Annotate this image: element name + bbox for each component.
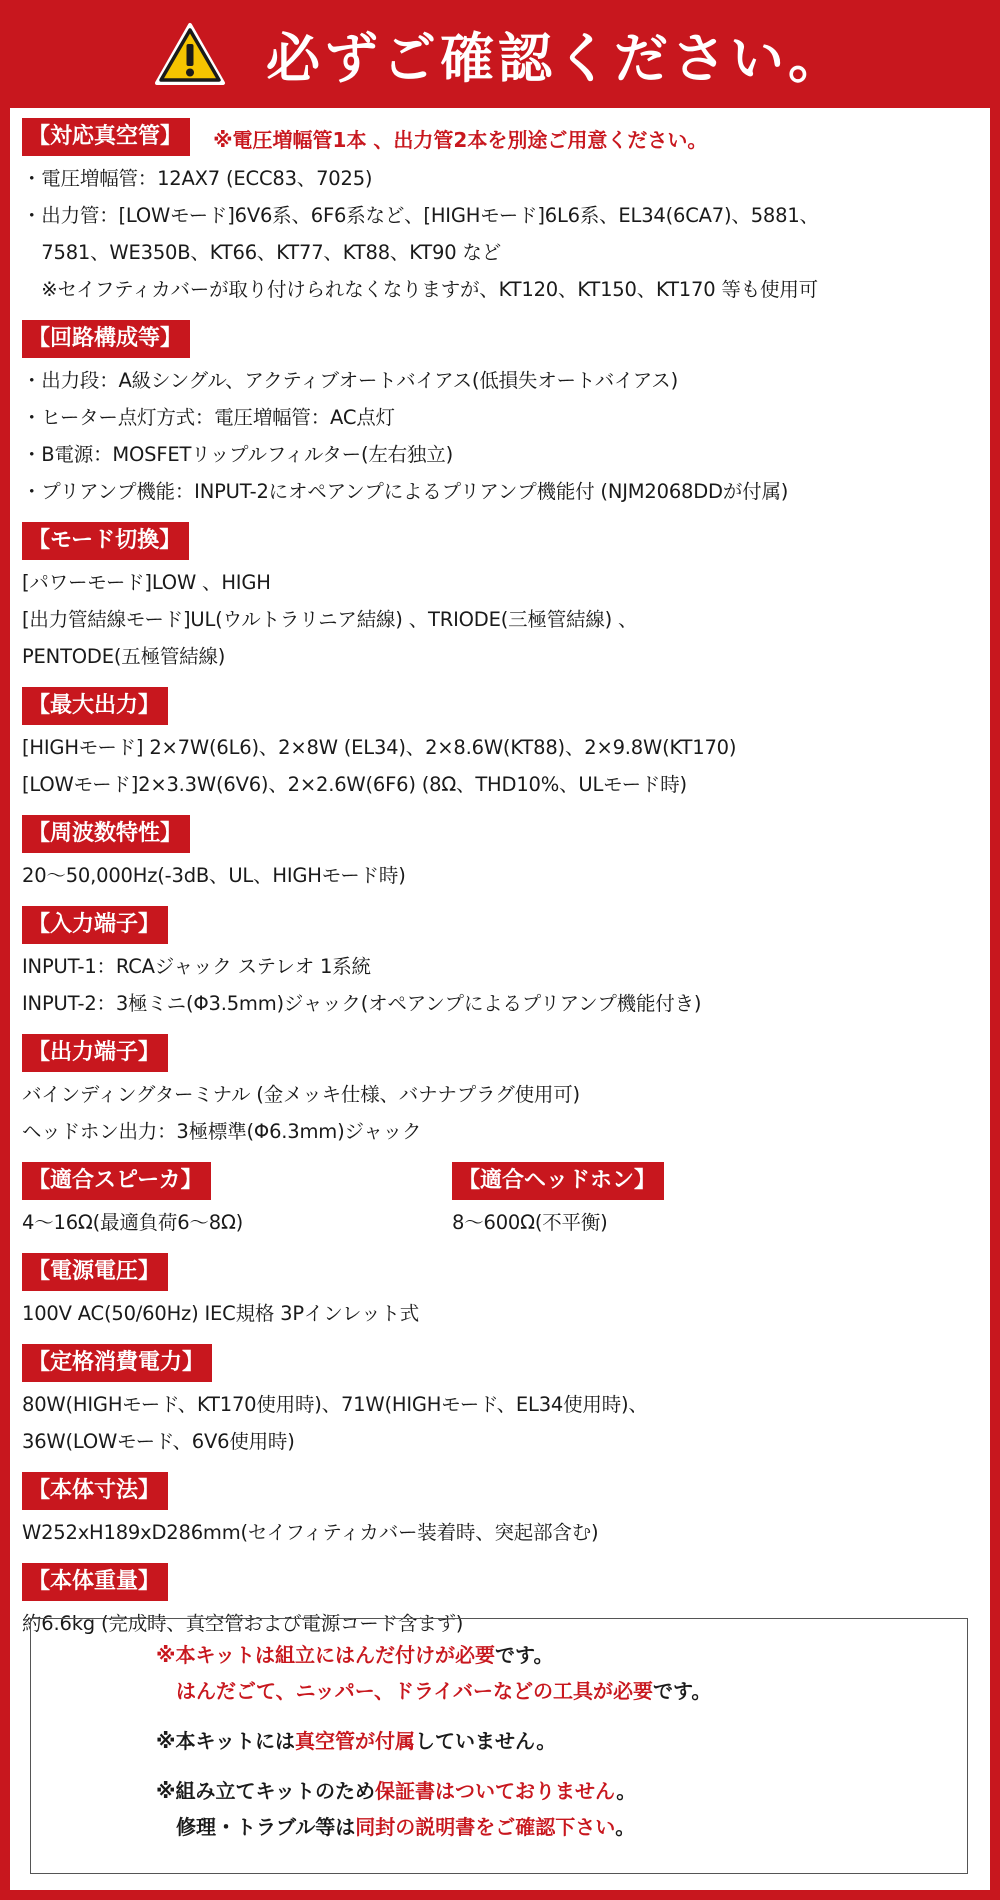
section-max-output xyxy=(22,687,978,803)
spec-line: ・出力管：[LOWモード]6V6系、6F6系など、[HIGHモード]6L6系、EL34(6CA7)、5881、 xyxy=(22,204,819,227)
notice-text: ※組み立てキットのため xyxy=(156,1779,376,1803)
section-power xyxy=(22,1253,978,1332)
spec-line: 8～600Ω(不平衡) xyxy=(452,1211,608,1234)
section-header: 【周波数特性】 xyxy=(22,815,190,853)
notice-text: していません。 xyxy=(415,1729,557,1753)
section-header: 【本体重量】 xyxy=(22,1563,168,1601)
notice-red-text: 同封の説明書をご確認下さい xyxy=(355,1815,616,1839)
section-output xyxy=(22,1034,978,1150)
warning-triangle-icon xyxy=(154,22,226,86)
notice-text: です。 xyxy=(495,1643,554,1667)
spec-line: 20～50,000Hz(-3dB、UL、HIGHモード時) xyxy=(22,864,406,887)
section-header: 【定格消費電力】 xyxy=(22,1344,212,1382)
spec-line: PENTODE(五極管結線) xyxy=(22,645,226,668)
spec-line: 36W(LOWモード、6V6使用時) xyxy=(22,1430,295,1453)
spec-line: 約6.6kg (完成時、真空管および電源コード含まず) xyxy=(22,1612,464,1635)
spec-line: INPUT-2：3極ミニ(Φ3.5mm)ジャック(オペアンプによるプリアンプ機能付き) xyxy=(22,992,702,1015)
notice-box xyxy=(30,1618,968,1874)
spec-line: ※セイフティカバーが取り付けられなくなりますが、KT120、KT150、KT170 等も使用可 xyxy=(22,278,818,301)
spec-line: 4～16Ω(最適負荷6～8Ω) xyxy=(22,1211,244,1234)
notice-line xyxy=(156,1723,967,1759)
section-header: 【モード切換】 xyxy=(22,522,189,560)
banner-title: 必ずご確認ください。 xyxy=(266,26,846,90)
section-headphone xyxy=(452,1162,882,1241)
spec-line: 7581、WE350B、KT66、KT77、KT88、KT90 など xyxy=(22,241,502,264)
section-header: 【出力端子】 xyxy=(22,1034,168,1072)
spec-line: [LOWモード]2×3.3W(6V6)、2×2.6W(6F6) (8Ω、THD10%、ULモード時) xyxy=(22,773,687,796)
section-speaker xyxy=(22,1162,452,1241)
section-input xyxy=(22,906,978,1022)
spec-line: ・ヒーター点灯方式：電圧増幅管：AC点灯 xyxy=(22,406,395,429)
section-header: 【入力端子】 xyxy=(22,906,168,944)
spec-line: バインディングターミナル (金メッキ仕様、バナナプラグ使用可) xyxy=(22,1083,580,1106)
notice-text: 修理・トラブル等は xyxy=(156,1815,356,1839)
spec-line: [出力管結線モード]UL(ウルトラリニア結線) 、TRIODE(三極管結線) 、 xyxy=(22,608,638,631)
tubes-note: ※電圧増幅管1本 、出力管2本を別途ご用意ください。 xyxy=(213,128,708,152)
spec-line: ・電圧増幅管：12AX7 (ECC83、7025) xyxy=(22,167,373,190)
frame xyxy=(10,0,990,1890)
section-speaker-headphone xyxy=(22,1162,978,1241)
section-header: 【本体寸法】 xyxy=(22,1472,168,1510)
notice-red-text: ※本キットは組立にはんだ付けが必要 xyxy=(156,1643,496,1667)
section-consumption xyxy=(22,1344,978,1460)
notice-red-text: はんだごて、ニッパー、ドライバーなどの工具が必要 xyxy=(156,1679,653,1703)
notice-red-text: 保証書はついておりません xyxy=(375,1779,617,1803)
spec-line: [パワーモード]LOW 、HIGH xyxy=(22,571,271,594)
spec-line: 80W(HIGHモード、KT170使用時)、71W(HIGHモード、EL34使用時)、 xyxy=(22,1393,648,1416)
section-frequency xyxy=(22,815,978,894)
notice-line xyxy=(156,1673,967,1709)
section-mode xyxy=(22,522,978,675)
spec-line: ヘッドホン出力：3極標準(Φ6.3mm)ジャック xyxy=(22,1120,422,1143)
section-tubes xyxy=(22,118,978,308)
notice-line xyxy=(156,1809,967,1845)
section-header: 【最大出力】 xyxy=(22,687,168,725)
notice-red-text: 真空管が付属 xyxy=(295,1729,416,1753)
notice-text: 。 xyxy=(616,1779,637,1803)
section-header: 【回路構成等】 xyxy=(22,320,190,358)
spec-panel xyxy=(10,108,990,1890)
section-header: 【対応真空管】 xyxy=(22,118,190,156)
section-dimensions xyxy=(22,1472,978,1551)
section-header: 【電源電圧】 xyxy=(22,1253,168,1291)
section-header: 【適合ヘッドホン】 xyxy=(452,1162,664,1200)
spec-line: ・出力段：A級シングル、アクティブオートバイアス(低損失オートバイアス) xyxy=(22,369,678,392)
notice-line xyxy=(156,1773,967,1809)
notice-text: 。 xyxy=(615,1815,636,1839)
notice-text: ※本キットには xyxy=(156,1729,296,1753)
notice-line xyxy=(156,1637,967,1673)
banner xyxy=(10,0,990,108)
notice-text: です。 xyxy=(653,1679,712,1703)
spec-line: ・プリアンプ機能：INPUT-2にオペアンプによるプリアンプ機能付 (NJM2068DDが付属) xyxy=(22,480,789,503)
section-header: 【適合スピーカ】 xyxy=(22,1162,211,1200)
section-circuit xyxy=(22,320,978,510)
spec-line: INPUT-1：RCAジャック ステレオ 1系統 xyxy=(22,955,371,978)
spec-line: ・B電源：MOSFETリップルフィルター(左右独立) xyxy=(22,443,453,466)
spec-line: W252xH189xD286mm(セイフィティカバー装着時、突起部含む) xyxy=(22,1521,599,1544)
spec-line: [HIGHモード] 2×7W(6L6)、2×8W (EL34)、2×8.6W(KT88)、2×9.8W(KT170) xyxy=(22,736,737,759)
spec-line: 100V AC(50/60Hz) IEC規格 3Pインレット式 xyxy=(22,1302,420,1325)
